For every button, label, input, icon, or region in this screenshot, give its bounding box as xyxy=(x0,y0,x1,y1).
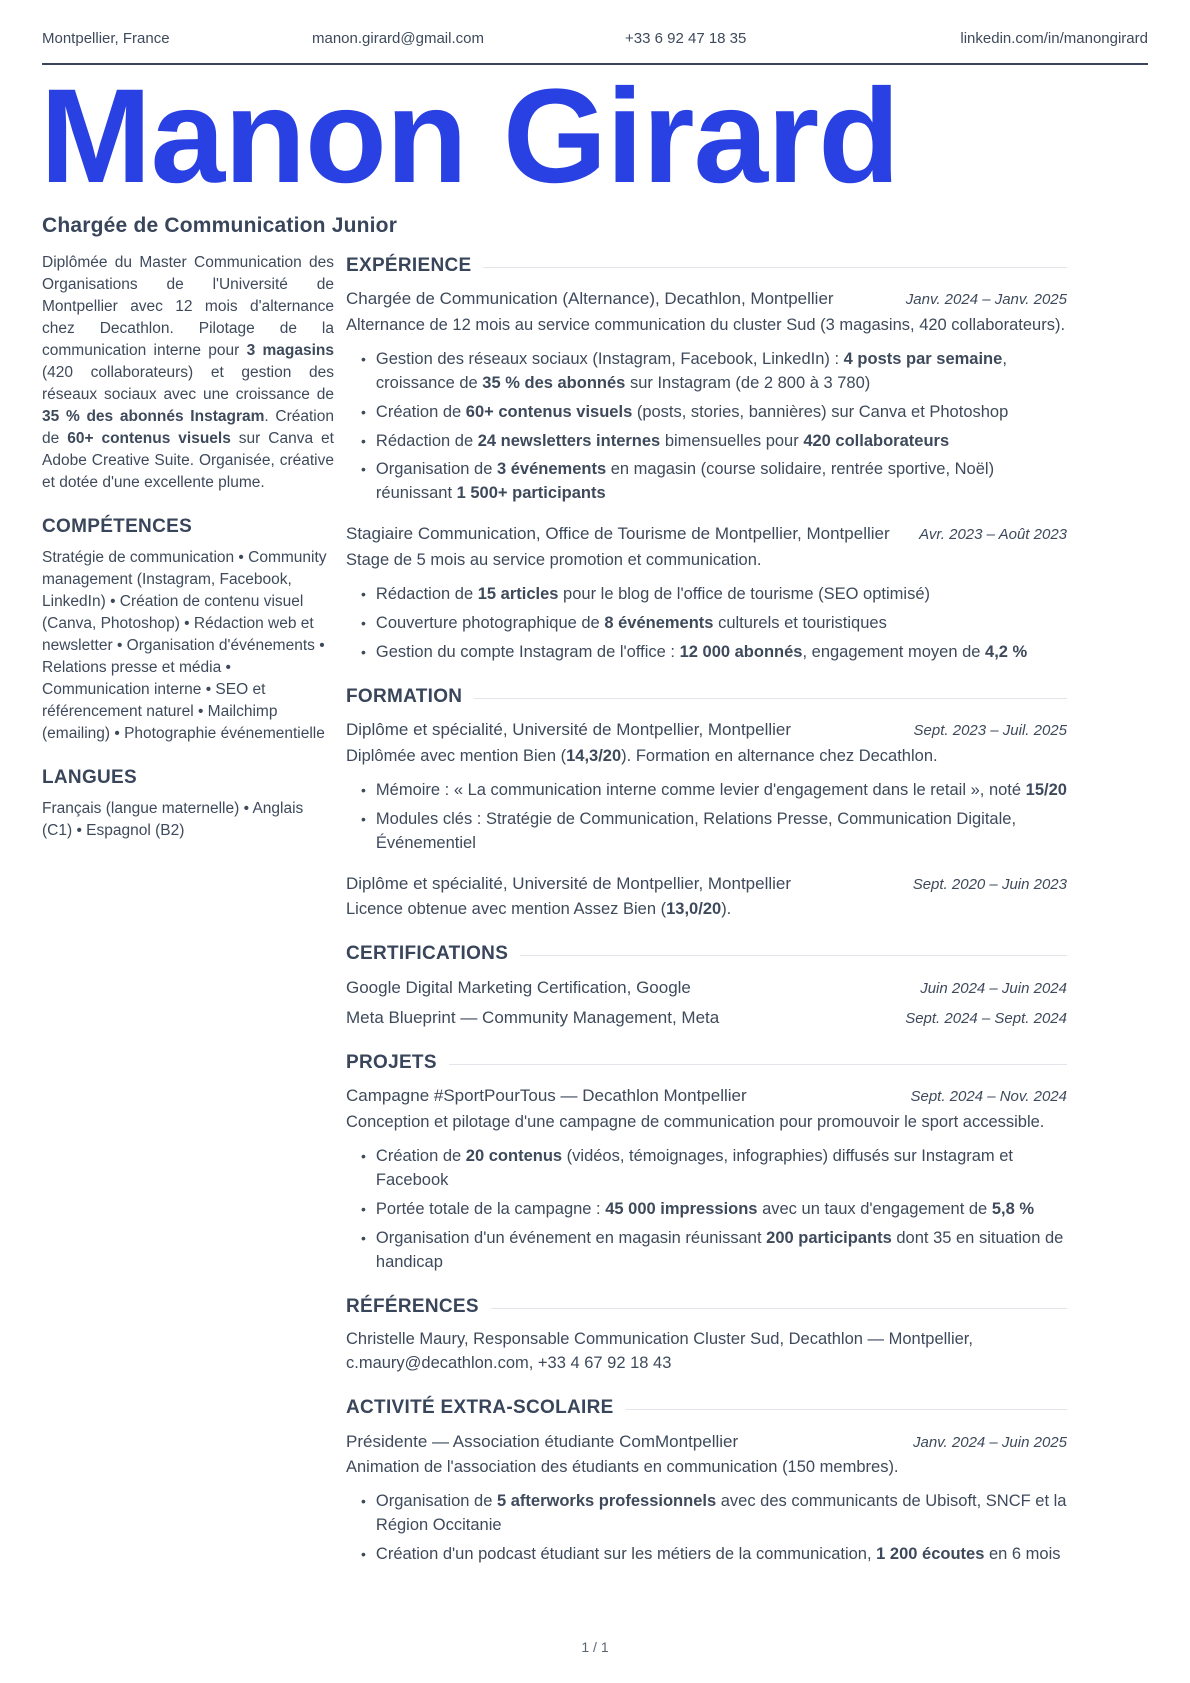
section-heading-rule xyxy=(474,698,1067,699)
bullet-icon: • xyxy=(361,350,366,367)
bullet-icon: • xyxy=(361,432,366,449)
bullet-text: Couverture photographique de 8 événements culturels et touristiques xyxy=(375,613,887,632)
bullet-list xyxy=(346,779,1067,856)
bullet-text: Organisation de 3 événements en magasin (course solidaire, rentrée sportive, Noël) réunissant 1 500+ participants xyxy=(375,460,995,503)
entry-title: Chargée de Communication (Alternance), Decathlon, Montpellier xyxy=(346,289,834,309)
bullet-item xyxy=(361,612,1067,636)
section-title: CERTIFICATIONS xyxy=(346,943,509,965)
page-number: 1 / 1 xyxy=(581,1639,609,1655)
entry-head xyxy=(346,718,1067,743)
entry-title: Stagiaire Communication, Office de Tourisme de Montpellier, Montpellier xyxy=(346,524,890,544)
entry-head xyxy=(346,522,1067,547)
certification-entry xyxy=(346,1006,1067,1031)
bullet-icon: • xyxy=(361,461,366,478)
entry-dates: Sept. 2024 – Sept. 2024 xyxy=(905,1010,1067,1028)
bullet-icon: • xyxy=(361,403,366,420)
entry-dates: Sept. 2020 – Juin 2023 xyxy=(912,875,1067,893)
section-heading-rule xyxy=(483,267,1067,268)
entry-head xyxy=(346,1430,1067,1455)
entry-title: Google Digital Marketing Certification, Google xyxy=(346,977,691,997)
bullet-text: Rédaction de 15 articles pour le blog de l'office de tourisme (SEO optimisé) xyxy=(375,584,930,603)
entry-title: Diplôme et spécialité, Université de Montpellier, Montpellier xyxy=(346,720,792,740)
bullet-list xyxy=(346,1145,1067,1275)
bullet-icon: • xyxy=(361,643,366,660)
bullet-item xyxy=(361,641,1067,665)
entry-title: Présidente — Association étudiante ComMontpellier xyxy=(346,1431,739,1451)
activite-entry xyxy=(346,1430,1067,1567)
content-columns xyxy=(0,252,1190,1572)
bullet-icon: • xyxy=(361,585,366,602)
certification-entry xyxy=(346,976,1067,1001)
entry-dates: Janv. 2024 – Janv. 2025 xyxy=(905,291,1067,309)
bullet-item xyxy=(361,1145,1067,1193)
entry-dates: Janv. 2024 – Juin 2025 xyxy=(912,1433,1067,1451)
bullet-text: Création de 60+ contenus visuels (posts, stories, bannières) sur Canva et Photoshop xyxy=(375,402,1009,421)
sidebar-column xyxy=(42,252,334,1572)
experience-entry xyxy=(346,522,1067,664)
bullet-icon: • xyxy=(361,1229,366,1246)
contact-linkedin: linkedin.com/in/manongirard xyxy=(960,30,1148,47)
bullet-item xyxy=(361,348,1067,396)
bullet-list xyxy=(346,1490,1067,1567)
reference-text: Christelle Maury, Responsable Communication Cluster Sud, Decathlon — Montpellier, c.maury@decathlon.com, +33 4 67 92 18 43 xyxy=(346,1330,973,1373)
main-column xyxy=(346,252,1067,1572)
section-heading-projets xyxy=(346,1049,1067,1077)
entry-subtitle: Conception et pilotage d'une campagne de communication pour promouvoir le sport accessible. xyxy=(346,1113,1045,1132)
bullet-text: Portée totale de la campagne : 45 000 impressions avec un taux d'engagement de 5,8 % xyxy=(375,1199,1035,1218)
bullet-item xyxy=(361,1227,1067,1275)
section-heading-certifications xyxy=(346,940,1067,968)
bullet-icon: • xyxy=(361,810,366,827)
section-title: ACTIVITÉ EXTRA-SCOLAIRE xyxy=(346,1397,614,1419)
section-title: RÉFÉRENCES xyxy=(346,1295,479,1317)
entry-subtitle: Stage de 5 mois au service promotion et communication. xyxy=(346,550,762,569)
entry-head xyxy=(346,872,1067,897)
bullet-text: Modules clés : Stratégie de Communication, Relations Presse, Communication Digitale, Événementiel xyxy=(375,809,1017,852)
bullet-item xyxy=(361,430,1067,454)
section-heading-rule xyxy=(449,1064,1067,1065)
entry-head xyxy=(346,1006,1067,1031)
section-heading-rule xyxy=(626,1409,1067,1410)
bullet-text: Mémoire : « La communication interne comme levier d'engagement dans le retail », noté 15/20 xyxy=(375,780,1067,799)
formation-entry xyxy=(346,718,1067,855)
bullet-icon: • xyxy=(361,781,366,798)
sidebar-heading-langues: LANGUES xyxy=(42,766,137,788)
entry-head xyxy=(346,976,1067,1001)
bullet-icon: • xyxy=(361,1493,366,1510)
entry-head xyxy=(346,1084,1067,1109)
contact-location: Montpellier, France xyxy=(42,30,170,47)
langues-text: Français (langue maternelle) • Anglais (C1) • Espagnol (B2) xyxy=(42,799,304,839)
bullet-text: Gestion du compte Instagram de l'office : 12 000 abonnés, engagement moyen de 4,2 % xyxy=(375,642,1028,661)
bullet-item xyxy=(361,401,1067,425)
bullet-text: Organisation d'un événement en magasin réunissant 200 participants dont 35 en situation de handicap xyxy=(375,1228,1064,1271)
competences-text: Stratégie de communication • Community management (Instagram, Facebook, LinkedIn) • Création de contenu visuel (Canva, Photoshop) • Rédaction web et newsletter • Organisation d'événements • Relations presse et média • Communication interne • SEO et référencement naturel • Mailchimp (emailing) • Photographie événementielle xyxy=(42,548,327,742)
section-heading-formation xyxy=(346,683,1067,711)
bullet-text: Création d'un podcast étudiant sur les métiers de la communication, 1 200 écoutes en 6 mois xyxy=(375,1544,1061,1563)
bullet-list xyxy=(346,583,1067,665)
bullet-icon: • xyxy=(361,1200,366,1217)
entry-dates: Sept. 2024 – Nov. 2024 xyxy=(910,1088,1067,1106)
bullet-icon: • xyxy=(361,614,366,631)
entry-dates: Juin 2024 – Juin 2024 xyxy=(920,979,1067,997)
bullet-icon: • xyxy=(361,1148,366,1165)
bullet-item xyxy=(361,808,1067,856)
entry-title: Campagne #SportPourTous — Decathlon Montpellier xyxy=(346,1086,747,1106)
section-title: FORMATION xyxy=(346,685,463,707)
entry-subtitle: Animation de l'association des étudiants en communication (150 membres). xyxy=(346,1458,899,1477)
section-title: PROJETS xyxy=(346,1051,437,1073)
bullet-text: Rédaction de 24 newsletters internes bimensuelles pour 420 collaborateurs xyxy=(375,431,950,450)
projet-entry xyxy=(346,1084,1067,1274)
bullet-text: Gestion des réseaux sociaux (Instagram, Facebook, LinkedIn) : 4 posts par semaine, croissance de 35 % des abonnés sur Instagram (de 2 800 à 3 780) xyxy=(375,349,1007,392)
bullet-item xyxy=(361,458,1067,506)
sidebar-heading-competences: COMPÉTENCES xyxy=(42,515,193,537)
contact-email: manon.girard@gmail.com xyxy=(312,30,484,47)
candidate-name: Manon Girard xyxy=(40,62,900,211)
section-heading-experience xyxy=(346,252,1067,280)
section-heading-references xyxy=(346,1293,1067,1321)
profile-summary: Diplômée du Master Communication des Organisations de l'Université de Montpellier avec 12 mois d'alternance chez Decathlon. Pilotage de la communication interne pour 3 magasins (420 collaborateurs) et gestion des réseaux sociaux avec une croissance de 35 % des abonnés Instagram. Création de 60+ contenus visuels sur Canva et Adobe Creative Suite. Organisée, créative et dotée d'une excellente plume. xyxy=(42,253,334,491)
entry-subtitle: Diplômée avec mention Bien (14,3/20). Formation en alternance chez Decathlon. xyxy=(346,746,938,765)
bullet-item xyxy=(361,1543,1067,1567)
entry-dates: Avr. 2023 – Août 2023 xyxy=(919,526,1067,544)
section-heading-activite xyxy=(346,1394,1067,1422)
entry-title: Diplôme et spécialité, Université de Montpellier, Montpellier xyxy=(346,873,792,893)
bullet-text: Organisation de 5 afterworks professionnels avec des communicants de Ubisoft, SNCF et la Région Occitanie xyxy=(375,1492,1067,1535)
section-heading-rule xyxy=(520,955,1067,956)
bullet-item xyxy=(361,583,1067,607)
contact-phone: +33 6 92 47 18 35 xyxy=(625,30,747,47)
entry-subtitle: Licence obtenue avec mention Assez Bien (13,0/20). xyxy=(346,900,732,919)
entry-title: Meta Blueprint — Community Management, Meta xyxy=(346,1008,720,1028)
entry-head xyxy=(346,287,1067,312)
bullet-item xyxy=(361,779,1067,803)
experience-entry xyxy=(346,287,1067,506)
bullet-item xyxy=(361,1198,1067,1222)
formation-entry xyxy=(346,872,1067,923)
entry-subtitle: Alternance de 12 mois au service communication du cluster Sud (3 magasins, 420 collaborateurs). xyxy=(346,315,1066,334)
bullet-item xyxy=(361,1490,1067,1538)
section-title: EXPÉRIENCE xyxy=(346,254,472,276)
section-heading-rule xyxy=(491,1308,1067,1309)
contact-bar xyxy=(0,30,1190,47)
bullet-icon: • xyxy=(361,1545,366,1562)
bullet-text: Création de 20 contenus (vidéos, témoignages, infographies) diffusés sur Instagram et Facebook xyxy=(375,1147,1014,1189)
entry-dates: Sept. 2023 – Juil. 2025 xyxy=(913,722,1067,740)
candidate-job-title: Chargée de Communication Junior xyxy=(42,213,398,237)
bullet-list xyxy=(346,348,1067,507)
